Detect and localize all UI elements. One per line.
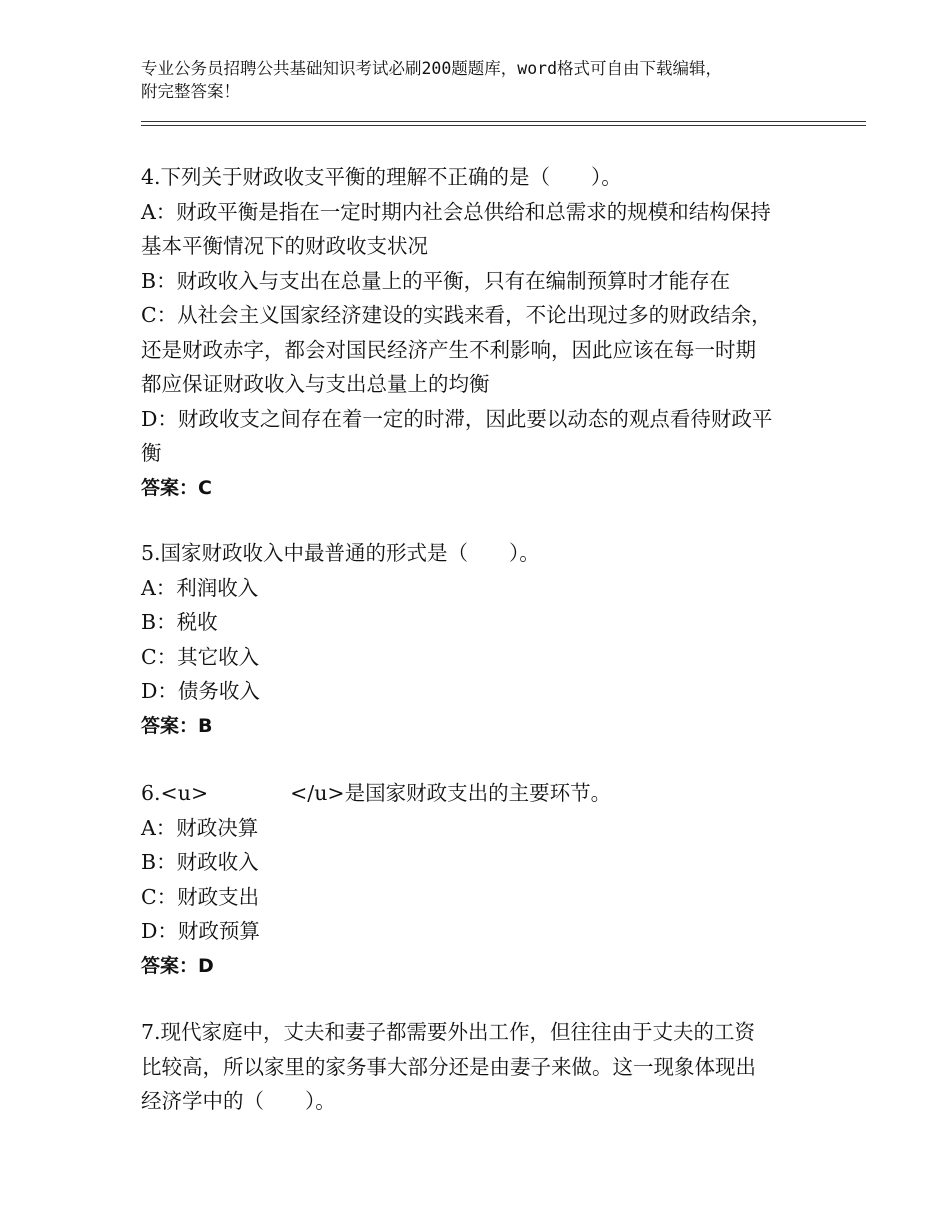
option-line: 衡 xyxy=(141,441,162,465)
question-stem xyxy=(141,776,821,811)
header-rule-bottom xyxy=(141,125,866,126)
answer-label: 答案：D xyxy=(141,954,214,977)
option-line: C：其它收入 xyxy=(141,644,260,669)
option-line: D：财政收支之间存在着一定的时滞，因此要以动态的观点看待财政平 xyxy=(141,406,773,431)
question-6 xyxy=(141,776,821,983)
question-stem-line: 7.现代家庭中，丈夫和妻子都需要外出工作，但往往由于丈夫的工资 xyxy=(141,1020,756,1044)
option-line: 还是财政赤字，都会对国民经济产生不利影响，因此应该在每一时期 xyxy=(141,337,756,362)
option-line: D：债务收入 xyxy=(141,679,260,703)
option-line: 基本平衡情况下的财政收支状况 xyxy=(141,234,428,258)
option-line: A：利润收入 xyxy=(141,575,259,600)
option-line: B：税收 xyxy=(141,610,218,634)
question-stem-line: 经济学中的（ ）。 xyxy=(141,1089,336,1113)
option-line: D：财政预算 xyxy=(141,919,260,943)
option-line: B：财政收入与支出在总量上的平衡，只有在编制预算时才能存在 xyxy=(141,268,731,293)
answer-label: 答案：B xyxy=(141,714,213,737)
option-line: A：财政决算 xyxy=(141,815,259,840)
header-rule-top xyxy=(141,121,866,122)
stem-suffix: </u>是国家财政支出的主要环节。 xyxy=(290,781,612,805)
question-stem-line: 比较高，所以家里的家务事大部分还是由妻子来做。这一现象体现出 xyxy=(141,1054,756,1079)
question-4 xyxy=(141,160,821,505)
question-5 xyxy=(141,536,821,743)
document-header xyxy=(141,57,831,103)
question-stem: 5.国家财政收入中最普通的形式是（ ）。 xyxy=(141,541,540,565)
option-line: 都应保证财政收入与支出总量上的均衡 xyxy=(141,372,490,396)
option-line: B：财政收入 xyxy=(141,850,259,874)
header-line-1: 专业公务员招聘公共基础知识考试必刷200题题库，word格式可自由下载编辑， xyxy=(141,59,723,78)
answer-label: 答案：C xyxy=(141,476,212,499)
header-line-2: 附完整答案！ xyxy=(141,82,240,101)
stem-prefix: 6.<u> xyxy=(141,781,209,805)
option-line: C：财政支出 xyxy=(141,884,260,909)
option-line: A：财政平衡是指在一定时期内社会总供给和总需求的规模和结构保持 xyxy=(141,199,771,224)
question-7 xyxy=(141,1015,821,1119)
option-line: C：从社会主义国家经济建设的实践来看，不论出现过多的财政结余， xyxy=(141,303,772,327)
question-stem: 4.下列关于财政收支平衡的理解不正确的是（ ）。 xyxy=(141,165,622,189)
